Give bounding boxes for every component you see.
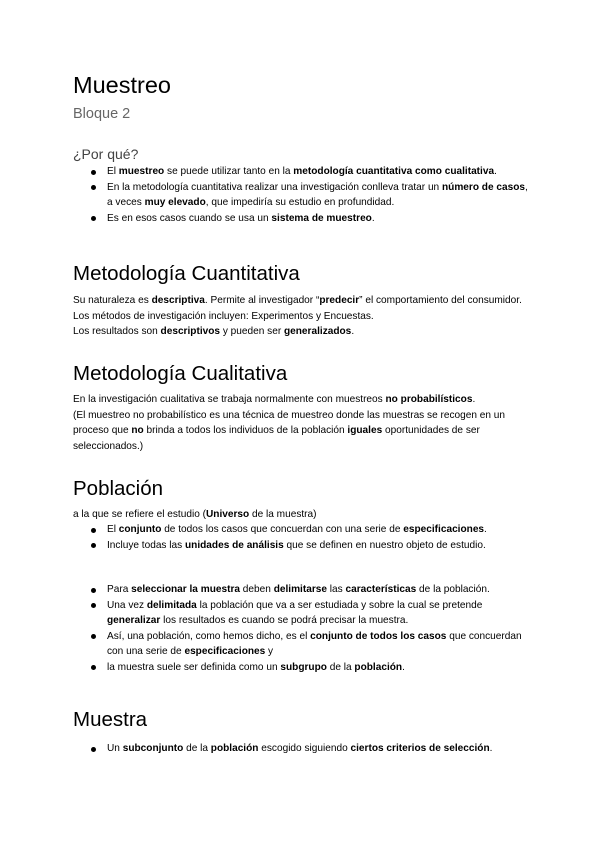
bold-text: generalizar: [107, 615, 161, 627]
bold-text: iguales: [347, 425, 383, 437]
text-run: a la que se refiere el estudio (: [73, 509, 206, 520]
bold-text: población: [354, 661, 403, 673]
text-run: ” el comportamiento del consumidor. Los métodos de investigación incluyen: Experimentos y Encuestas.: [73, 295, 522, 322]
text-run: .: [371, 212, 375, 224]
bold-text: no probabilísticos: [385, 394, 473, 405]
bold-text: delimitada: [146, 599, 197, 611]
cualitativa-paragraph: [73, 392, 533, 454]
text-run: El: [107, 524, 119, 535]
list-item: [73, 180, 533, 211]
poblacion-list: [73, 522, 533, 553]
por-que-list: [73, 164, 533, 226]
list-item: [73, 522, 533, 538]
text-run: y pueden ser: [220, 326, 284, 338]
bold-text: especificaciones: [184, 646, 266, 658]
list-item: [73, 538, 533, 554]
muestra-list: [73, 741, 533, 757]
text-run: El: [107, 166, 119, 177]
bold-text: descriptivos: [160, 326, 221, 338]
bold-text: no: [131, 425, 144, 437]
bold-text: muestreo: [118, 166, 165, 177]
heading-muestra: Muestra: [73, 708, 148, 731]
text-run: Es en esos casos cuando se usa un: [107, 212, 272, 224]
list-item: [73, 741, 533, 757]
heading-poblacion: Población: [73, 477, 164, 500]
bold-text: Universo: [205, 509, 250, 520]
bold-text: especificaciones: [403, 524, 485, 535]
text-run: los resultados es cuando se podrá precisar la muestra.: [160, 615, 409, 627]
bold-text: muy elevado: [144, 197, 206, 209]
text-run: escogido siguiendo: [258, 743, 351, 754]
bold-text: sistema de muestreo: [271, 212, 372, 224]
bold-text: conjunto de todos los casos: [310, 630, 447, 642]
text-run: las: [327, 584, 346, 595]
list-item: [73, 660, 533, 676]
text-run: Un: [107, 743, 123, 754]
bold-text: ciertos criterios de selección: [350, 743, 490, 754]
text-run: Para: [107, 584, 132, 595]
text-run: .: [489, 743, 493, 754]
text-run: .: [351, 326, 355, 338]
bold-text: unidades de análisis: [185, 539, 284, 551]
heading-metodologia-cuantitativa: Metodología Cuantitativa: [73, 262, 300, 285]
bold-text: metodología cuantitativa como cualitativa: [293, 166, 495, 177]
text-run: .: [494, 166, 497, 177]
bold-text: subconjunto: [122, 743, 184, 754]
text-run: (El muestreo no probabilístico es una técnica de muestreo donde las muestras se recogen en un proceso que: [73, 409, 506, 437]
text-run: y: [265, 646, 274, 658]
text-run: .: [484, 524, 487, 535]
poblacion-intro: [73, 507, 533, 523]
poblacion-list-2: [73, 582, 533, 676]
text-run: la población que va a ser estudiada y sobre la cual se pretende: [196, 599, 483, 611]
list-item: [73, 164, 533, 180]
text-run: brinda a todos los individuos de la población: [143, 425, 348, 437]
text-run: Su naturaleza es: [73, 295, 152, 306]
text-run: Así, una población, como hemos dicho, es el: [107, 630, 311, 642]
text-run: que se definen en nuestro objeto de estudio.: [283, 539, 486, 551]
text-run: Incluye todas las: [107, 539, 185, 551]
list-item: [73, 211, 533, 227]
text-run: .: [472, 394, 476, 405]
text-run: de la población.: [416, 584, 490, 595]
bold-text: descriptiva: [151, 295, 205, 306]
document-title: Muestreo: [73, 72, 171, 98]
text-run: Los resultados son: [73, 326, 161, 338]
text-run: de la muestra): [249, 509, 317, 520]
text-run: se puede utilizar tanto en la: [164, 166, 294, 177]
text-run: . Permite al investigador “: [204, 295, 320, 306]
text-run: deben: [240, 584, 274, 595]
list-item: [73, 598, 533, 629]
text-run: , a veces: [107, 181, 528, 209]
bold-text: seleccionar la muestra: [131, 584, 240, 595]
text-run: oportunidades de ser seleccionados.): [73, 425, 480, 452]
text-run: .: [402, 661, 405, 673]
text-run: En la investigación cualitativa se trabaja normalmente con muestreos: [73, 394, 386, 405]
text-run: de la: [183, 743, 211, 754]
bold-text: población: [210, 743, 259, 754]
document-subtitle: Bloque 2: [73, 106, 131, 122]
bold-text: subgrupo: [280, 661, 327, 673]
bold-text: conjunto: [118, 524, 162, 535]
list-item: [73, 582, 533, 598]
text-run: , que impediría su estudio en profundidad.: [205, 197, 395, 209]
heading-por-que: ¿Por qué?: [73, 146, 139, 162]
bold-text: generalizados: [283, 326, 352, 338]
text-run: En la metodología cuantitativa realizar una investigación conlleva tratar un: [107, 181, 442, 193]
heading-metodologia-cualitativa: Metodología Cualitativa: [73, 362, 288, 385]
list-item: [73, 629, 533, 660]
text-run: Una vez: [107, 599, 147, 611]
text-run: que concuerdan con una serie de: [107, 630, 522, 658]
cuantitativa-paragraph: [73, 293, 533, 340]
text-run: de todos los casos que concuerdan con una serie de: [161, 524, 404, 535]
bold-text: características: [345, 584, 417, 595]
bold-text: predecir: [319, 295, 360, 306]
text-run: la muestra suele ser definida como un: [107, 661, 281, 673]
text-run: de la: [326, 661, 355, 673]
bold-text: número de casos: [441, 181, 526, 193]
bold-text: delimitarse: [273, 584, 327, 595]
